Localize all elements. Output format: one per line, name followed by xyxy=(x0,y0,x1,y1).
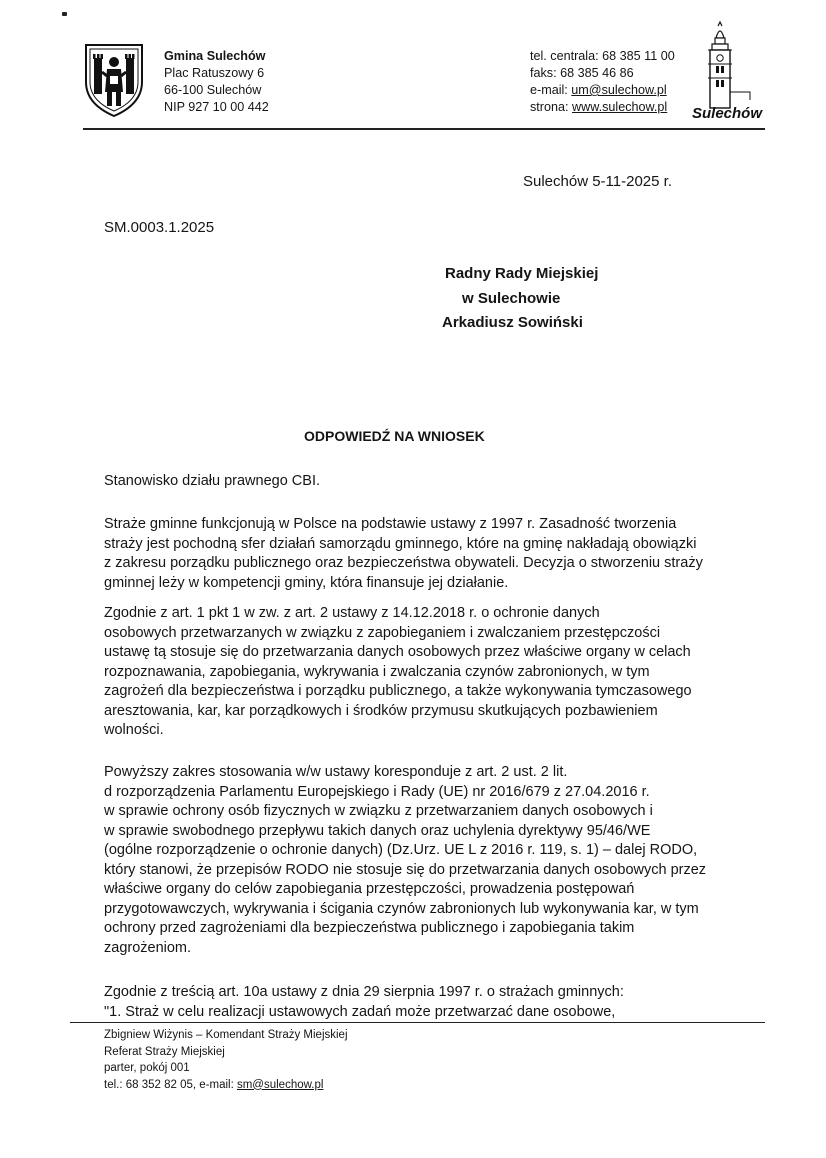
footer-divider xyxy=(70,1022,765,1023)
email-line: e-mail: um@sulechow.pl xyxy=(530,83,667,97)
letter-title: ODPOWIEDŹ NA WNIOSEK xyxy=(304,428,485,444)
footer-department: Referat Straży Miejskiej xyxy=(104,1045,225,1058)
footer-commander: Zbigniew Wiżynis – Komendant Straży Miejskiej xyxy=(104,1029,348,1041)
paragraph-3: Powyższy zakres stosowania w/w ustawy koresponduje z art. 2 ust. 2 lit. d rozporządzenia Parlamentu Europejskiego i Rady (UE) nr 2016/679 z 27.04.2016 r. w sprawie ochrony osób fizycznych w związku z przetwarzaniem danych osobowych i w sprawie swobodnego przepływu takich danych oraz uchylenia dyrektywy 95/46/WE (ogólne rozporządzenie o ochronie danych) (Dz.Urz. UE L z 2016 r. 119, s. 1) – dalej RODO, który stanowi, że przepisów RODO nie stosuje się do przetwarzania danych osobowych przez właściwe organy do celów zapobiegania przestępczości, prowadzenia postępowań przygotowawczych, wykrywania i ścigania czynów zabronionych lub wykonywania kar, w tym ochrony przed zagrożeniami dla bezpieczeństwa publicznego i zapobiegania takim zagrożeniom. xyxy=(104,764,707,956)
footer-block xyxy=(104,1027,348,1093)
paragraph-2: Zgodnie z art. 1 pkt 1 w zw. z art. 2 ustawy z 14.12.2018 r. o ochronie danych osobowych przetwarzanych w związku z zapobieganiem i zwalczaniem przestępczości ustawę tą stosuje się do przetwarzania danych osobowych przez właściwe organy w celach rozpoznawania, zapobiegania, wykrywania i zwalczania czynów zabronionych, w tym zagrożeń dla bezpieczeństwa i porządku publicznego, a także wykonywania tymczasowego aresztowania, kar, kar porządkowych i środków przymusu skutkujących pozbawieniem wolności. xyxy=(104,605,692,738)
scan-mark xyxy=(62,12,67,16)
footer-contact: tel.: 68 352 82 05, e-mail: sm@sulechow.pl xyxy=(104,1078,324,1091)
recipient-line-1: Radny Rady Miejskiej xyxy=(445,265,599,282)
paragraph-1: Straże gminne funkcjonują w Polsce na podstawie ustawy z 1997 r. Zasadność tworzenia straży jest pochodną sfer działań samorządu gminnego, które na gminę nakładają obowiązki z zakresu porządku publicznego oraz bezpieczeństwa obywateli. Decyzja o stworzeniu straży gminnej leży w kompetencji gminy, która finansuje jej działanie. xyxy=(104,516,703,591)
phone-line: tel. centrala: 68 385 11 00 xyxy=(530,49,675,63)
web-line: strona: www.sulechow.pl xyxy=(530,100,668,114)
logo-wordmark: Sulechów xyxy=(692,105,763,122)
reference-number: SM.0003.1.2025 xyxy=(104,219,215,236)
paragraph-4: Zgodnie z treścią art. 10a ustawy z dnia 29 sierpnia 1997 r. o strażach gminnych: "1. Straż w celu realizacji ustawowych zadań może przetwarzać dane osobowe, xyxy=(104,984,624,1020)
footer-room: parter, pokój 001 xyxy=(104,1062,190,1074)
sender-contacts xyxy=(530,48,675,116)
header-divider xyxy=(83,128,765,130)
recipient-name: Arkadiusz Sowiński xyxy=(442,314,583,331)
email-link[interactable]: um@sulechow.pl xyxy=(571,83,667,97)
letter-date: Sulechów 5-11-2025 r. xyxy=(523,173,672,190)
address-line-2: 66-100 Sulechów xyxy=(164,83,262,97)
sender-address xyxy=(164,48,269,116)
nip-number: NIP 927 10 00 442 xyxy=(164,100,269,114)
footer-email-link[interactable]: sm@sulechow.pl xyxy=(236,1078,324,1091)
fax-line: faks: 68 385 46 86 xyxy=(530,66,634,80)
intro-line: Stanowisko działu prawnego CBI. xyxy=(104,473,321,489)
coat-of-arms-icon xyxy=(83,42,145,118)
recipient-line-2: w Sulechowie xyxy=(462,289,561,307)
website-link[interactable]: www.sulechow.pl xyxy=(572,100,668,114)
org-name: Gmina Sulechów xyxy=(164,49,266,63)
town-tower-logo-icon xyxy=(690,20,770,124)
address-line-1: Plac Ratuszowy 6 xyxy=(164,66,265,80)
